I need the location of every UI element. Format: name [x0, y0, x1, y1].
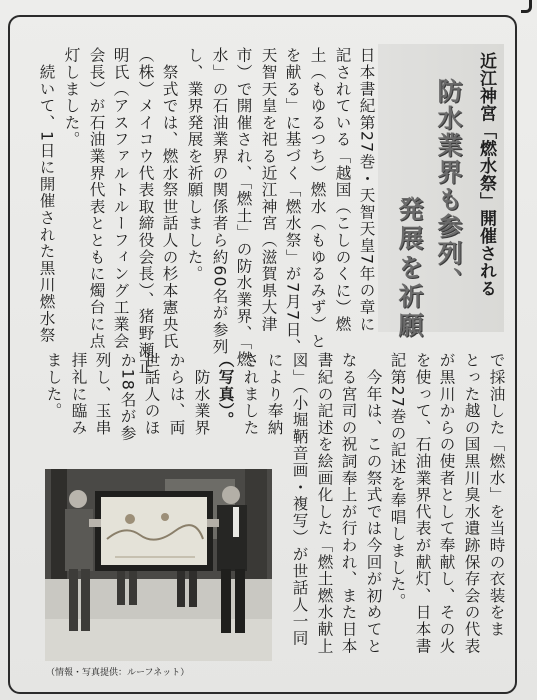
- article-line: し、業界発展を祈願しました。: [185, 47, 204, 283]
- article-line: で採油した「燃水」を当時の衣装をま: [487, 352, 506, 638]
- article-line: 日本書紀第27巻・天智天皇7年の章に: [357, 47, 376, 333]
- article-line: 祭式では、燃水祭世話人の杉本憲央氏: [160, 47, 179, 350]
- article-line: されました: [241, 352, 260, 436]
- article-line: か18名が参: [118, 352, 137, 442]
- article-line: 防水業界: [192, 352, 211, 436]
- event-photo: [45, 469, 272, 661]
- article-line: 市）で開催され、「燃土」の防水業界、「燃: [234, 47, 253, 368]
- photo-illustration: [45, 469, 272, 661]
- article-line: （株）メイコウ代表取締役会長）、猪野瀬正: [136, 47, 155, 376]
- kicker: 近江神宮「燃水祭」開催される: [476, 52, 496, 297]
- photo-caption: （情報・写真提供：ルーフネット）: [46, 668, 190, 678]
- article-line: なる宮司の祝詞奉上が行われ、また日本: [339, 352, 358, 655]
- article-line: とった越の国黒川臭水遺跡保存会の代表: [462, 352, 481, 655]
- article-line: を献る」に基づく「燃水祭」が7月7日、: [283, 47, 302, 355]
- corner-mark: [521, 0, 532, 13]
- article-line: を使って、石油業界代表が献灯、日本書: [413, 352, 432, 655]
- article-line: 続いて、1日に開催された黒川燃水祭: [37, 47, 56, 344]
- article-line: 会長）が石油業界代表とともに燭台に点: [87, 47, 106, 350]
- article-line: 水」の石油業界の関係者ら約60名が参列: [210, 47, 229, 355]
- headline: 防水業界も参列、: [434, 78, 463, 294]
- article-line: 明氏（アスファルトルーフィング工業会: [111, 47, 130, 350]
- article-line: 土（もゆるつち）燃水（もゆるみず）と: [308, 47, 327, 350]
- article-line: が黒川からの使者として奉献し、その火: [437, 352, 456, 655]
- article-line: 世話人のほ: [142, 352, 161, 436]
- article-line: 図」（小堀鞆音画・複写）が世話人一同: [290, 352, 309, 647]
- article-line: 書紀の記述を絵画化した「燃土燃水献上: [315, 352, 334, 655]
- article-line: 記されている「越国（こしのくに）燃: [333, 47, 352, 333]
- article-line: 天智天皇を祀る近江神宮（滋賀県大津: [259, 47, 278, 333]
- article-line: 今年は、この祭式では今回が初めてと: [364, 352, 383, 655]
- headline-continued: 発展を祈願: [395, 196, 424, 341]
- article-line: により奉納: [265, 352, 284, 436]
- article-line: 記第27巻の記述を奉唱しました。: [388, 352, 407, 610]
- article-line: からは、両: [167, 352, 186, 436]
- article-line: 灯しました。: [62, 47, 81, 148]
- article-line: （写真）。: [216, 352, 235, 429]
- article-line: 列し、玉串: [93, 352, 112, 436]
- article-line: ました。: [44, 352, 63, 420]
- article-line: 拝礼に臨み: [69, 352, 88, 436]
